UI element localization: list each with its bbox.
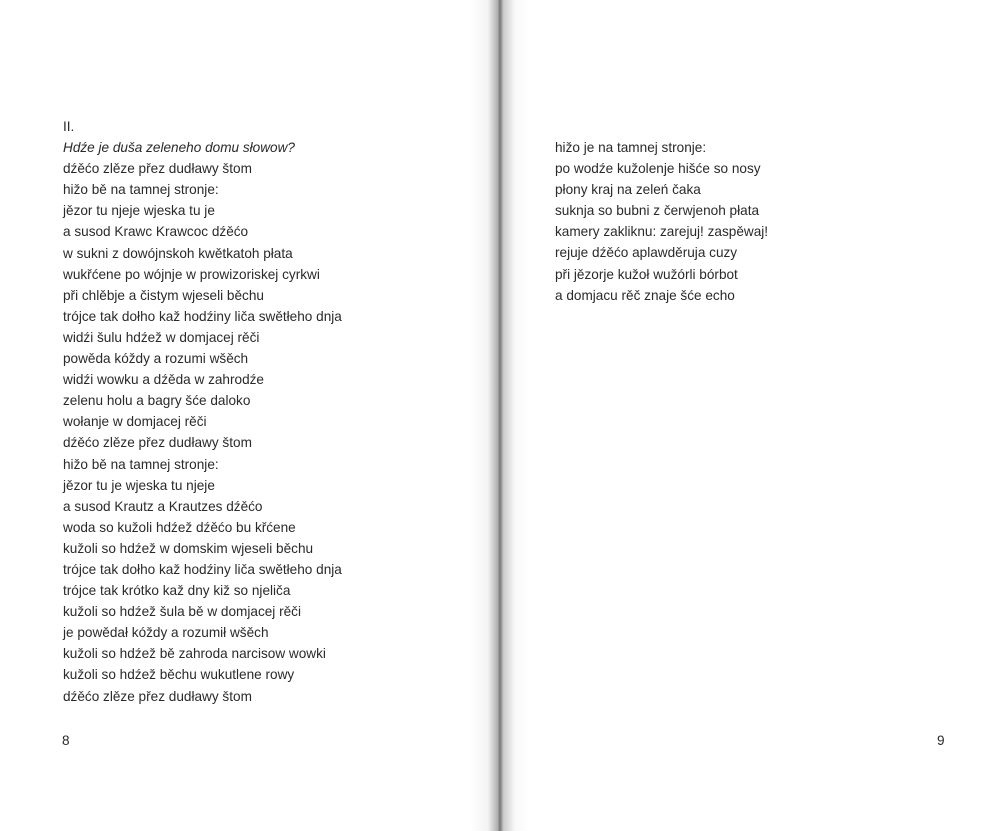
poem-line: zelenu holu a bagry šće daloko [63,393,251,409]
poem-line: widźi šulu hdźež w domjacej rěči [63,329,260,345]
poem-line: trójce tak dołho kaž hodźiny liča swětłeho dnja [63,308,342,324]
poem-line: kužoli so hdźež w domskim wjeseli běchu [63,540,314,556]
poem-line: w sukni z dowójnskoh kwětkatoh płata [63,245,293,261]
poem-line: wukřćene po wójnje w prowizoriskej cyrkwi [63,266,320,282]
right-page [500,0,1000,831]
left-poem [63,116,342,707]
poem-line: kužoli so hdźež šula bě w domjacej rěči [63,604,302,620]
page-number-left: 8 [62,733,70,748]
book-gutter [470,0,530,831]
page-number-right: 9 [937,733,945,748]
poem-line: kužoli so hdźež bě zahroda narcisow wowki [63,646,326,662]
poem-line: widźi wowku a dźěda w zahrodźe [63,372,264,388]
poem-line: kamery zakliknu: zarejuj! zaspěwaj! [555,224,769,240]
poem-line: při jězorje kužoł wužórli bórbot [555,266,738,282]
poem-line: dźěćo zlěze přez dudławy štom [63,435,252,451]
poem-line: po wodźe kužolenje hišće so nosy [555,161,761,177]
poem-line: hižo bě na tamnej stronje: [63,182,219,198]
poem-line: jězor tu je wjeska tu njeje [63,477,215,493]
poem-line: woda so kužoli hdźež dźěćo bu křćene [63,519,296,535]
poem-line: hižo bě na tamnej stronje: [63,456,219,472]
poem-line: wołanje w domjacej rěči [63,414,207,430]
poem-line: powěda kóždy a rozumi wšěch [63,351,249,367]
poem-line: a susod Krautz a Krautzes dźěćo [63,498,263,514]
poem-line: dźěćo zlěze přez dudławy štom [63,688,252,704]
poem-line: kužoli so hdźež běchu wukutlene rowy [63,667,295,683]
poem-title: Hdźe je duša zeleneho domu słowow? [63,140,295,156]
poem-line: při chlěbje a čistym wjeseli běchu [63,287,264,303]
poem-line: suknja so bubni z čerwjenoh płata [555,203,760,219]
poem-line: trójce tak krótko kaž dny kiž so njeliča [63,583,291,599]
poem-line: a susod Krawc Krawcoc dźěćo [63,224,249,240]
poem-line: je powědał kóždy a rozumił wšěch [63,625,269,641]
poem-line: rejuje dźěćo aplawděruja cuzy [555,245,738,261]
section-number: II. [63,119,75,134]
right-poem [555,137,768,306]
poem-line: trójce tak dołho kaž hodźiny liča swětłeho dnja [63,561,342,577]
poem-line: a domjacu rěč znaje šće echo [555,287,735,303]
poem-line: hižo je na tamnej stronje: [555,140,707,155]
poem-line: płony kraj na zeleń čaka [555,182,701,198]
poem-line: dźěćo zlěze přez dudławy štom [63,161,252,177]
poem-line: jězor tu njeje wjeska tu je [63,203,215,219]
